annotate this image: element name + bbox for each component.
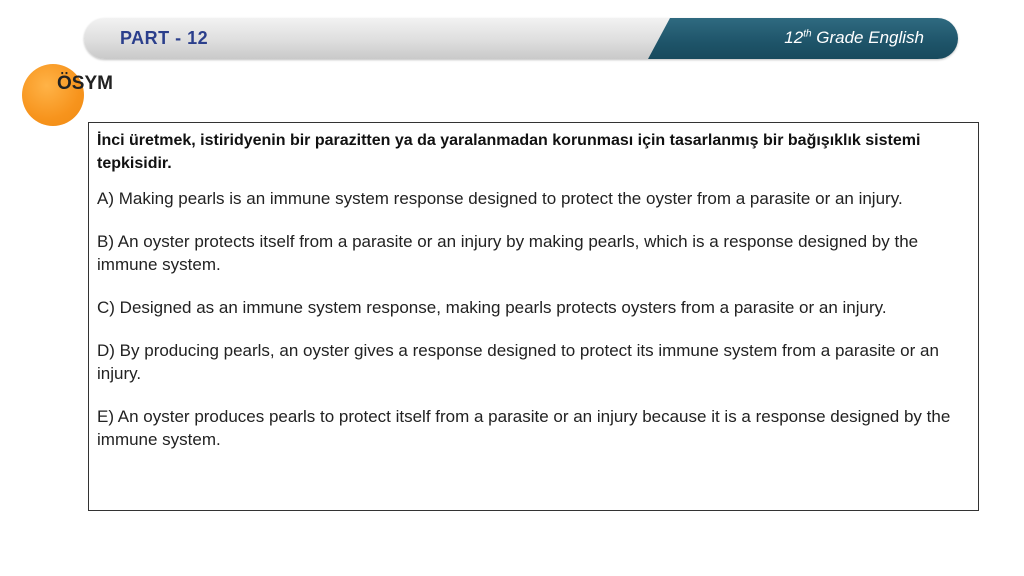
- option-a[interactable]: [97, 187, 970, 210]
- osym-logo-text: ÖSYM: [57, 73, 113, 94]
- grade-superscript: th: [803, 28, 812, 40]
- option-d[interactable]: [97, 339, 970, 385]
- option-e-letter: E): [97, 407, 114, 426]
- grade-text: Grade English: [816, 28, 924, 47]
- option-c[interactable]: [97, 296, 970, 319]
- option-e-text: An oyster produces pearls to protect itself from a parasite or an injury because it is a response designed by the immune system.: [97, 407, 951, 449]
- option-c-text: Designed as an immune system response, making pearls protects oysters from a parasite or an injury.: [114, 298, 887, 317]
- header-banner: [84, 18, 958, 59]
- option-d-letter: D): [97, 341, 115, 360]
- option-a-letter: A): [97, 189, 114, 208]
- option-b[interactable]: [97, 230, 970, 276]
- option-b-letter: B): [97, 232, 114, 251]
- option-e[interactable]: [97, 405, 970, 451]
- grade-number: 12: [784, 28, 804, 47]
- option-c-letter: C): [97, 298, 115, 317]
- question-box: [88, 122, 979, 511]
- grade-label: [784, 28, 924, 48]
- question-text: İnci üretmek, istiridyenin bir parazitten ya da yaralanmadan korunması için tasarlanmış bir bağışıklık sistemi tepkisidir.: [97, 132, 921, 172]
- part-label: PART - 12: [120, 28, 209, 48]
- option-d-text: By producing pearls, an oyster gives a response designed to protect its immune system from a parasite or an injury.: [97, 341, 939, 383]
- option-b-text: An oyster protects itself from a parasite or an injury by making pearls, which is a response designed by the immune system.: [97, 232, 919, 274]
- option-a-text: Making pearls is an immune system response designed to protect the oyster from a parasite or an injury.: [114, 189, 903, 208]
